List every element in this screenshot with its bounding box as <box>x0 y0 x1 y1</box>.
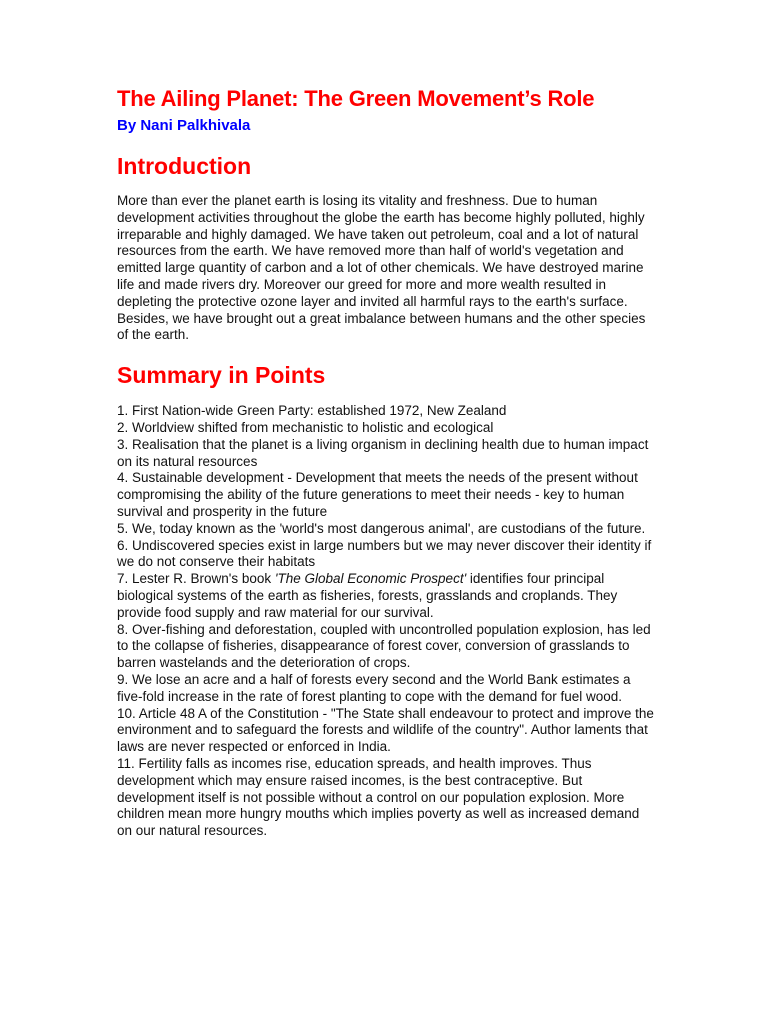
summary-point <box>117 571 657 621</box>
summary-heading: Summary in Points <box>117 362 326 389</box>
introduction-heading: Introduction <box>117 153 252 179</box>
document-title: The Ailing Planet: The Green Movement’s Role <box>117 86 595 111</box>
summary-point: 9. We lose an acre and a half of forests every second and the World Bank estimates a five-fold increase in the rate of forest planting to cope with the demand for fuel wood. <box>117 671 631 704</box>
summary-point: 8. Over-fishing and deforestation, coupled with uncontrolled population explosion, has led to the collapse of fisheries, disappearance of forest cover, conversion of grasslands to barren wastelands and the deterioration of crops. <box>117 621 651 671</box>
summary-points-list <box>117 403 657 840</box>
summary-point: 6. Undiscovered species exist in large numbers but we may never discover their identity if we do not conserve their habitats <box>117 537 652 570</box>
summary-point-text: identifies four principal biological systems of the earth as fisheries, forests, grasslands and croplands. They provide food supply and raw material for our survival. <box>117 571 618 620</box>
summary-point: 3. Realisation that the planet is a living organism in declining health due to human impact on its natural resources <box>117 436 649 469</box>
summary-point-text: 7. Lester R. Brown's book <box>117 571 275 587</box>
summary-point: 4. Sustainable development - Development that meets the needs of the present without compromising the ability of the future generations to meet their needs - key to human survival and prosperity in the future <box>117 470 638 519</box>
book-title: 'The Global Economic Prospect' <box>274 571 467 587</box>
summary-point: 1. First Nation-wide Green Party: established 1972, New Zealand <box>117 403 507 419</box>
introduction-paragraph: More than ever the planet earth is losing its vitality and freshness. Due to human development activities throughout the globe the earth has become highly polluted, highly irreparable and highly damaged. We have taken out petroleum, coal and a lot of natural resources from the earth. We have removed more than half of world's vegetation and emitted large quantity of carbon and a lot of other chemicals. We have destroyed marine life and made rivers dry. Moreover our greed for more and more wealth resulted in depleting the protective ozone layer and invited all harmful rays to the earth's surface. Besides, we have brought out a great imbalance between humans and the other species of the earth. <box>117 193 646 343</box>
summary-point: 11. Fertility falls as incomes rise, education spreads, and health improves. Thus development which may ensure raised incomes, is the best contraceptive. But development itself is not possible without a control on our population explosion. More children mean more hungry mouths which implies poverty as well as increased demand on our natural resources. <box>117 755 640 839</box>
author-byline: By Nani Palkhivala <box>117 117 251 134</box>
summary-point: 10. Article 48 A of the Constitution - "The State shall endeavour to protect and improve the environment and to safeguard the forests and wildlife of the country". Author laments that laws are never respected or enforced in India. <box>117 705 654 755</box>
summary-point: 5. We, today known as the 'world's most dangerous animal', are custodians of the future. <box>117 520 646 536</box>
summary-point: 2. Worldview shifted from mechanistic to holistic and ecological <box>117 419 494 435</box>
document-page <box>117 86 657 840</box>
